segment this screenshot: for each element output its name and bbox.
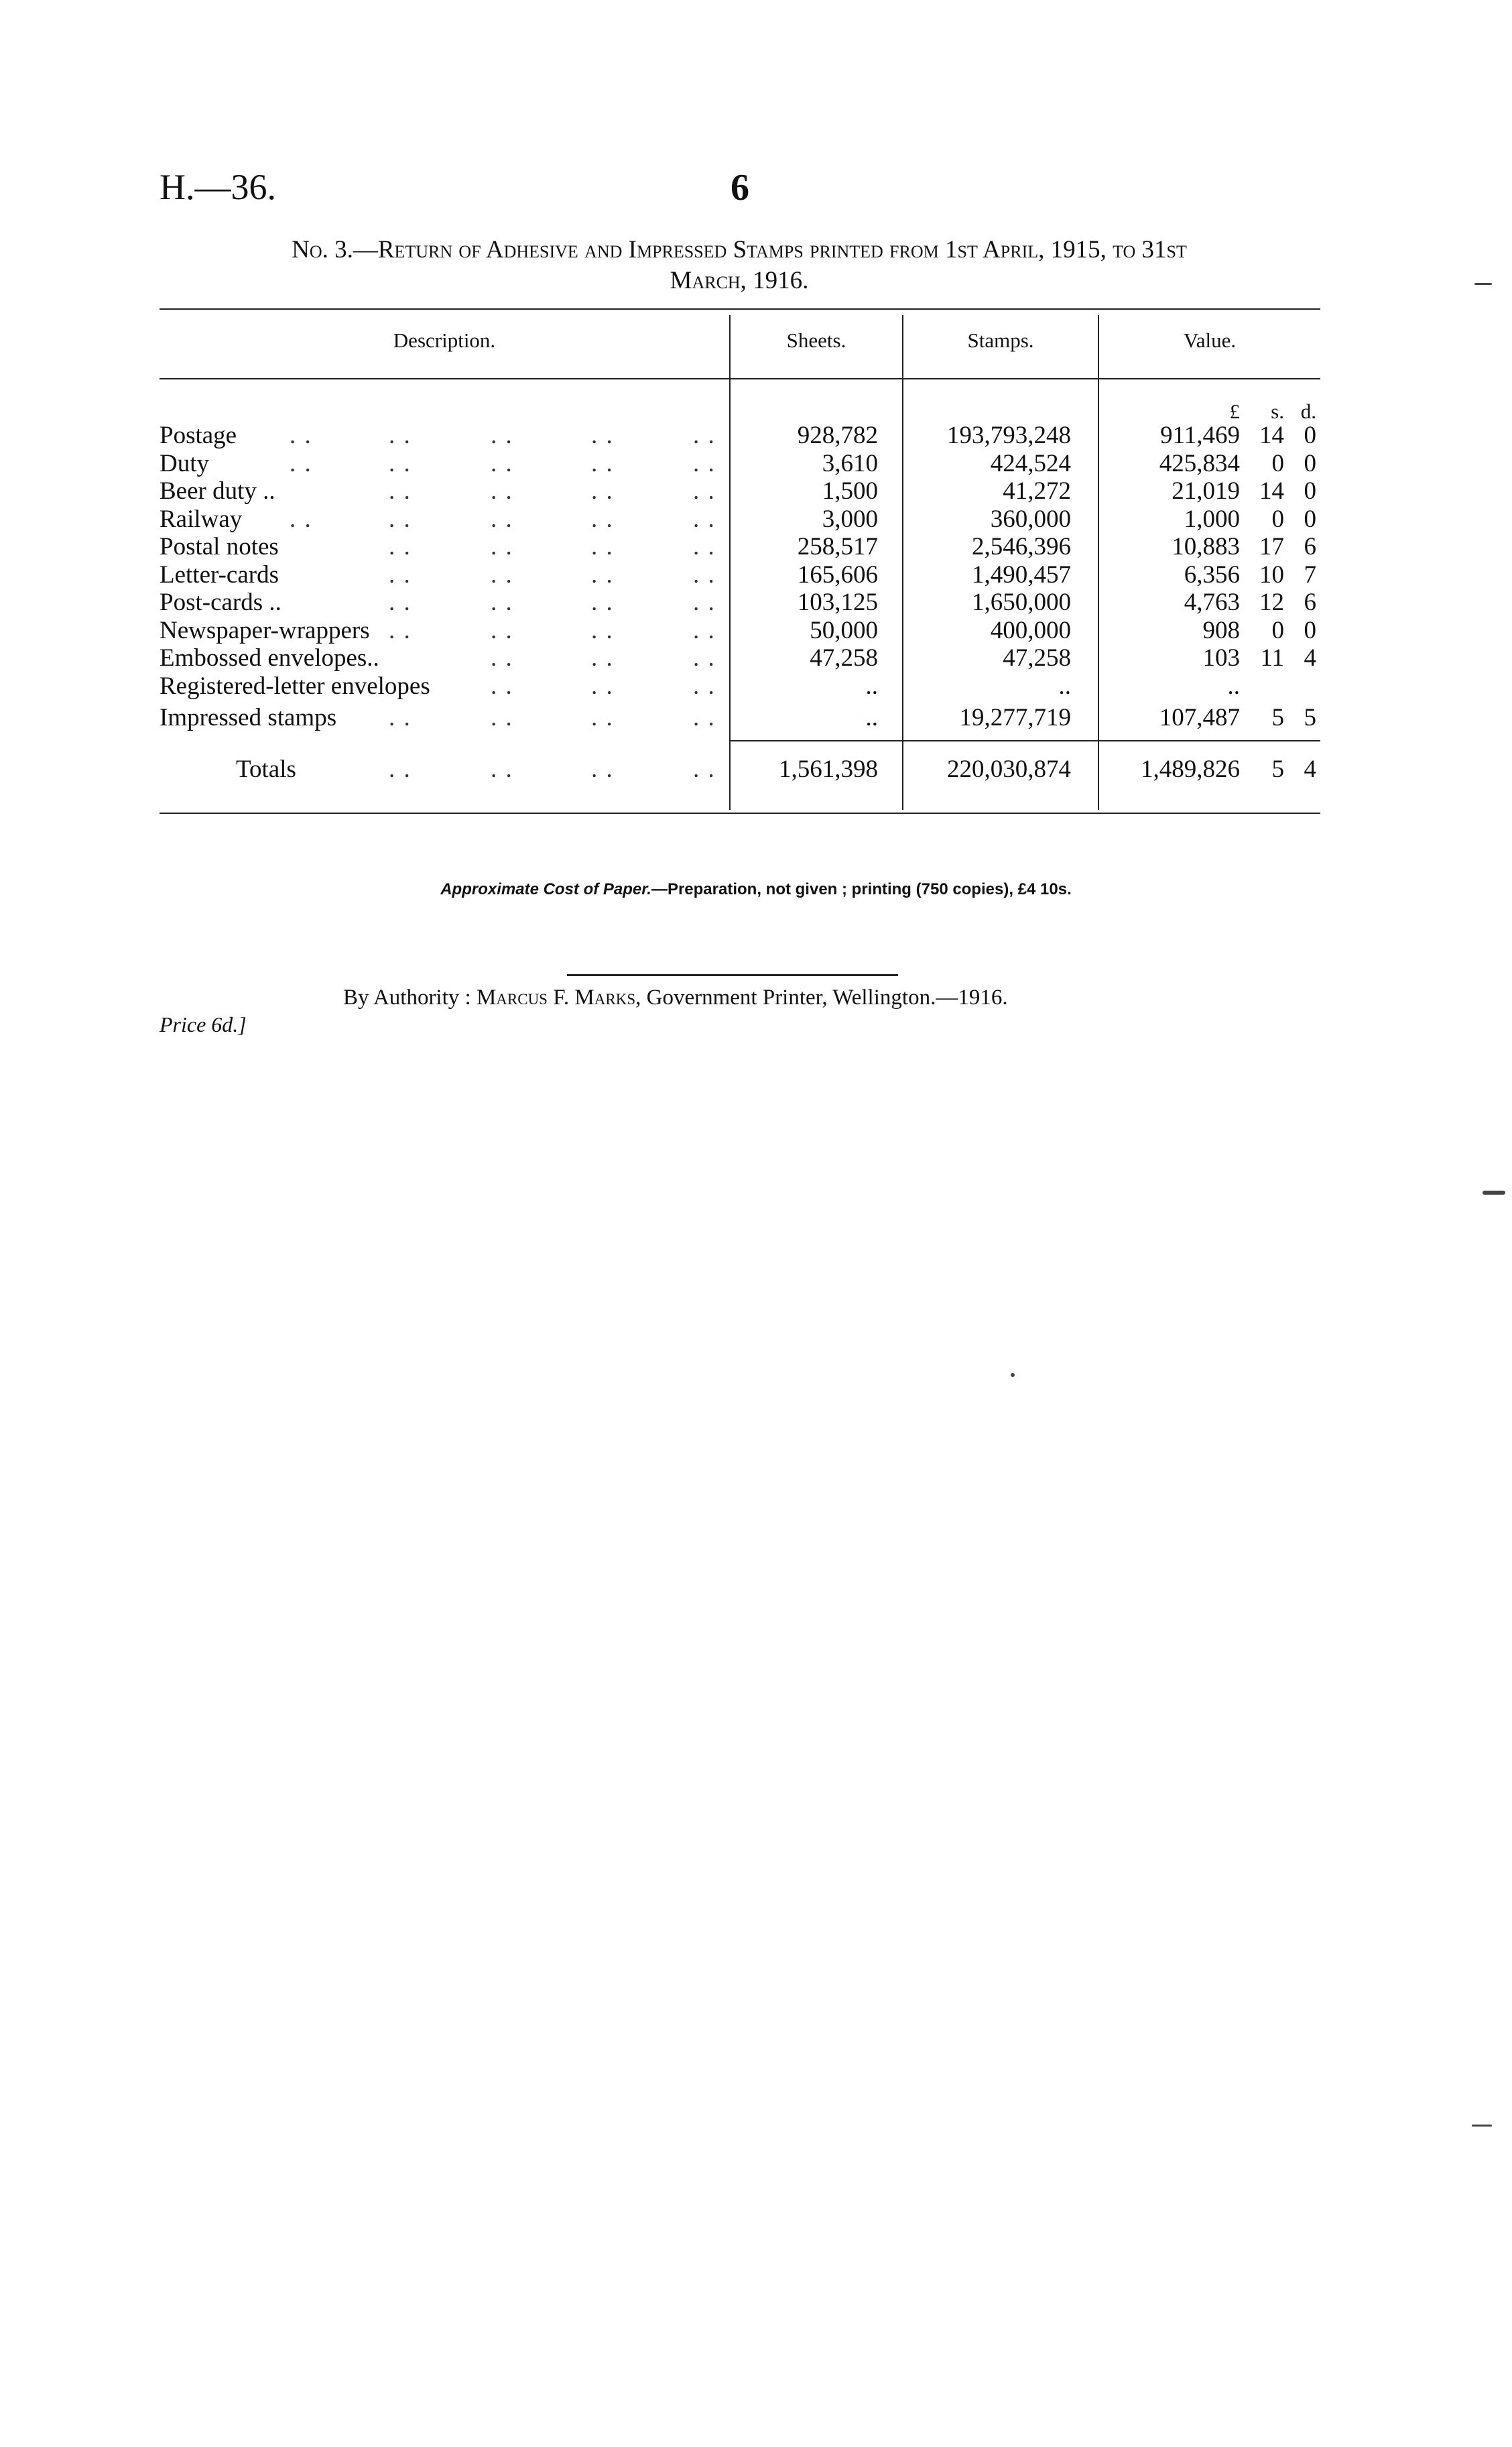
row-description: Newspaper-wrappers xyxy=(160,616,370,644)
paper-cost-note xyxy=(0,880,1512,899)
leader-dots: . . xyxy=(389,505,412,533)
leader-dots: . . xyxy=(591,449,614,477)
column-header-description: Description. xyxy=(393,329,496,352)
title-line-1: No. 3.—Return of Adhesive and Impressed Stamps printed from 1st April, 1915, to 31st xyxy=(292,236,1187,263)
leader-dots: . . xyxy=(591,756,614,783)
row-stamps: 1,490,457 xyxy=(972,560,1071,589)
row-pounds: 10,883 xyxy=(1172,533,1240,560)
row-stamps: 19,277,719 xyxy=(959,704,1071,731)
row-shillings: 10 xyxy=(1259,560,1284,589)
row-description: Letter-cards xyxy=(160,560,279,589)
row-pounds: .. xyxy=(1227,672,1240,700)
leader-dots: . . xyxy=(693,560,716,589)
row-description: Impressed stamps xyxy=(160,704,337,731)
scan-speck xyxy=(1474,283,1492,285)
column-header-sheets: Sheets. xyxy=(786,329,846,352)
totals-pounds: 1,489,826 xyxy=(1141,756,1240,783)
column-header-stamps: Stamps. xyxy=(967,329,1034,352)
totals-shillings: 5 xyxy=(1271,756,1284,783)
printer-name: Marcus F. Marks xyxy=(476,986,636,1010)
row-stamps: .. xyxy=(1058,672,1071,700)
leader-dots: . . xyxy=(389,422,412,449)
scan-speck xyxy=(1472,2125,1492,2127)
row-pence: 0 xyxy=(1304,505,1316,533)
leader-dots: . . xyxy=(389,533,412,560)
table-bottom-rule xyxy=(160,813,1320,814)
leader-dots: . . xyxy=(491,672,513,700)
table-row xyxy=(0,534,1512,560)
leader-dots: . . xyxy=(491,704,513,731)
table-row xyxy=(0,506,1512,533)
leader-dots: . . xyxy=(491,533,513,560)
table-row xyxy=(0,451,1512,477)
row-shillings: 0 xyxy=(1271,505,1284,533)
row-shillings: 11 xyxy=(1260,644,1284,672)
leader-dots: . . xyxy=(389,589,412,616)
leader-dots: . . xyxy=(591,560,614,589)
leader-dots: . . xyxy=(693,505,716,533)
leader-dots: . . xyxy=(290,422,312,449)
table-row xyxy=(0,589,1512,616)
row-shillings: 12 xyxy=(1259,589,1284,616)
leader-dots: . . xyxy=(389,560,412,589)
leader-dots: . . xyxy=(693,704,716,731)
note-label: Approximate Cost of Paper. xyxy=(440,880,651,898)
leader-dots: . . xyxy=(389,616,412,644)
leader-dots: . . xyxy=(591,704,614,731)
leader-dots: . . xyxy=(389,756,412,783)
leader-dots: . . xyxy=(389,704,412,731)
row-pounds: 1,000 xyxy=(1184,505,1240,533)
row-stamps: 193,793,248 xyxy=(947,422,1071,449)
row-description: Postage xyxy=(160,422,237,449)
authority-prefix: By Authority : xyxy=(343,986,471,1010)
table-row xyxy=(0,562,1512,589)
table-row xyxy=(0,673,1512,700)
authority-suffix: , Government Printer, Wellington.—1916. xyxy=(635,986,1008,1010)
table-row xyxy=(0,617,1512,644)
leader-dots: . . xyxy=(491,589,513,616)
row-description: Embossed envelopes.. xyxy=(160,644,379,672)
leader-dots: . . xyxy=(591,644,614,672)
row-sheets: 258,517 xyxy=(797,533,878,560)
leader-dots: . . xyxy=(693,756,716,783)
leader-dots: . . xyxy=(693,616,716,644)
leader-dots: . . xyxy=(290,505,312,533)
row-pence: 5 xyxy=(1304,704,1316,731)
row-shillings: 14 xyxy=(1259,477,1284,505)
row-pounds: 908 xyxy=(1202,616,1240,644)
row-sheets: 3,000 xyxy=(822,505,878,533)
row-stamps: 424,524 xyxy=(990,449,1071,477)
row-pounds: 911,469 xyxy=(1160,422,1240,449)
table-row xyxy=(0,645,1512,672)
leader-dots: . . xyxy=(389,449,412,477)
leader-dots: . . xyxy=(491,422,513,449)
leader-dots: . . xyxy=(491,560,513,589)
leader-dots: . . xyxy=(693,533,716,560)
row-description: Post-cards .. xyxy=(160,589,281,616)
table-header-rule xyxy=(160,378,1320,379)
leader-dots: . . xyxy=(693,589,716,616)
row-pounds: 21,019 xyxy=(1172,477,1240,505)
leader-dots: . . xyxy=(693,422,716,449)
unit-pence: d. xyxy=(1300,400,1316,423)
leader-dots: . . xyxy=(290,449,312,477)
leader-dots: . . xyxy=(591,672,614,700)
leader-dots: . . xyxy=(693,672,716,700)
row-pence: 0 xyxy=(1304,449,1316,477)
totals-sheets: 1,561,398 xyxy=(779,756,878,783)
row-pence: 4 xyxy=(1304,644,1316,672)
row-description: Registered-letter envelopes xyxy=(160,672,430,700)
row-shillings: 17 xyxy=(1259,533,1284,560)
leader-dots: . . xyxy=(491,644,513,672)
leader-dots: . . xyxy=(591,505,614,533)
row-description: Postal notes xyxy=(160,533,279,560)
footer-rule xyxy=(567,974,898,976)
row-sheets: 3,610 xyxy=(822,449,878,477)
row-pounds: 107,487 xyxy=(1159,704,1240,731)
row-stamps: 360,000 xyxy=(990,505,1071,533)
row-stamps: 1,650,000 xyxy=(972,589,1071,616)
table-row xyxy=(0,705,1512,731)
row-sheets: .. xyxy=(865,704,878,731)
unit-shillings: s. xyxy=(1271,400,1284,423)
row-shillings: 0 xyxy=(1271,449,1284,477)
row-sheets: 50,000 xyxy=(810,616,878,644)
scan-speck xyxy=(1483,1191,1505,1195)
totals-pence: 4 xyxy=(1304,756,1316,783)
row-stamps: 47,258 xyxy=(1003,644,1071,672)
scan-speck xyxy=(1011,1373,1015,1377)
leader-dots: . . xyxy=(491,756,513,783)
table-row xyxy=(0,478,1512,505)
table-title xyxy=(160,235,1319,296)
row-description: Beer duty .. xyxy=(160,477,275,505)
totals-stamps: 220,030,874 xyxy=(947,756,1071,783)
note-text: —Preparation, not given ; printing (750 copies), £4 10s. xyxy=(651,880,1072,898)
row-sheets: 928,782 xyxy=(797,422,878,449)
row-pence: 6 xyxy=(1304,533,1316,560)
leader-dots: . . xyxy=(591,589,614,616)
row-pence: 7 xyxy=(1304,560,1316,589)
leader-dots: . . xyxy=(491,449,513,477)
table-top-rule xyxy=(160,308,1320,310)
row-pence: 0 xyxy=(1304,616,1316,644)
row-stamps: 400,000 xyxy=(990,616,1071,644)
leader-dots: . . xyxy=(693,477,716,505)
row-pounds: 4,763 xyxy=(1184,589,1240,616)
row-pence: 0 xyxy=(1304,422,1316,449)
leader-dots: . . xyxy=(693,644,716,672)
leader-dots: . . xyxy=(591,616,614,644)
row-sheets: 103,125 xyxy=(797,589,878,616)
leader-dots: . . xyxy=(591,477,614,505)
printer-authority xyxy=(343,986,1008,1010)
row-pounds: 6,356 xyxy=(1184,560,1240,589)
row-description: Railway xyxy=(160,505,243,533)
leader-dots: . . xyxy=(389,477,412,505)
page-number: 6 xyxy=(731,167,749,208)
title-line-2: March, 1916. xyxy=(670,267,809,294)
price: Price 6d.] xyxy=(160,1012,247,1036)
row-sheets: 165,606 xyxy=(797,560,878,589)
row-stamps: 2,546,396 xyxy=(972,533,1071,560)
row-pence: 6 xyxy=(1304,589,1316,616)
totals-rule xyxy=(731,740,1320,741)
totals-label: Totals xyxy=(236,756,296,783)
leader-dots: . . xyxy=(591,422,614,449)
row-shillings: 14 xyxy=(1259,422,1284,449)
row-pence: 0 xyxy=(1304,477,1316,505)
leader-dots: . . xyxy=(491,505,513,533)
row-pounds: 103 xyxy=(1202,644,1240,672)
leader-dots: . . xyxy=(693,449,716,477)
row-description: Duty xyxy=(160,449,209,477)
totals-row xyxy=(0,756,1512,783)
row-pounds: 425,834 xyxy=(1159,449,1240,477)
leader-dots: . . xyxy=(491,477,513,505)
row-shillings: 0 xyxy=(1271,616,1284,644)
row-sheets: 1,500 xyxy=(822,477,878,505)
document-code: H.—36. xyxy=(160,167,276,207)
row-shillings: 5 xyxy=(1271,704,1284,731)
column-header-value: Value. xyxy=(1183,329,1237,352)
row-stamps: 41,272 xyxy=(1003,477,1071,505)
row-sheets: .. xyxy=(865,672,878,700)
unit-pounds: £ xyxy=(1229,400,1240,423)
leader-dots: . . xyxy=(491,616,513,644)
row-sheets: 47,258 xyxy=(810,644,878,672)
table-row xyxy=(0,422,1512,449)
leader-dots: . . xyxy=(591,533,614,560)
